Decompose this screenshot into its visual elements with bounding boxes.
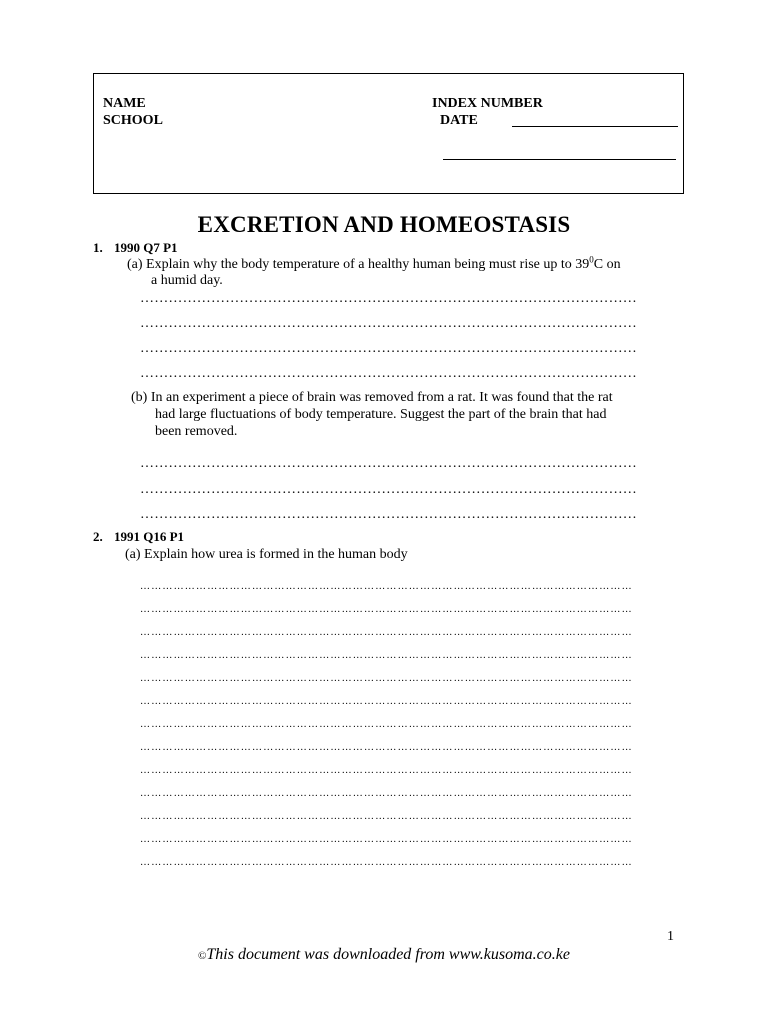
answer-line[interactable]: …………………………………………………………………………………………… [140, 507, 637, 522]
answer-line[interactable]: …………………………………………………………………………………………………………………… [140, 857, 633, 868]
date-label: DATE [440, 113, 478, 128]
degree-superscript: 0 [589, 254, 594, 265]
answer-line[interactable]: …………………………………………………………………………………………………………………… [140, 650, 633, 661]
answer-line[interactable]: …………………………………………………………………………………………………………………… [140, 811, 633, 822]
question-1a-text-cont: a humid day. [151, 273, 223, 288]
answer-line[interactable]: …………………………………………………………………………………………………………………… [140, 834, 633, 845]
answer-line[interactable]: …………………………………………………………………………………………… [140, 316, 637, 331]
answer-line[interactable]: …………………………………………………………………………………………………………………… [140, 788, 633, 799]
download-footer [0, 945, 768, 966]
answer-line[interactable]: …………………………………………………………………………………………………………………… [140, 765, 633, 776]
question-1b-text: (b) In an experiment a piece of brain was removed from a rat. It was found that the rat [131, 390, 613, 405]
answer-line[interactable]: …………………………………………………………………………………………………………………… [140, 742, 633, 753]
answer-line[interactable]: …………………………………………………………………………………………… [140, 482, 637, 497]
question-1-number: 1. [93, 240, 103, 255]
date-field-line[interactable] [512, 126, 678, 127]
page-number: 1 [667, 929, 674, 944]
name-label: NAME [103, 96, 146, 111]
answer-line[interactable]: …………………………………………………………………………………………………………………… [140, 673, 633, 684]
footer-text: This document was downloaded from www.kusoma.co.ke [206, 946, 570, 963]
answer-line[interactable]: …………………………………………………………………………………………………………………… [140, 627, 633, 638]
question-2a-text: (a) Explain how urea is formed in the human body [125, 547, 408, 562]
answer-line[interactable]: …………………………………………………………………………………………………………………… [140, 696, 633, 707]
question-1a-text: (a) Explain why the body temperature of a healthy human being must rise up to $39^0C$ on [127, 254, 621, 272]
question-1-ref: 1990 Q7 P1 [114, 240, 178, 255]
answer-line[interactable]: …………………………………………………………………………………………… [140, 291, 637, 306]
question-1b-text-cont: been removed. [155, 424, 238, 439]
answer-line[interactable]: …………………………………………………………………………………………… [140, 366, 637, 381]
answer-line[interactable]: …………………………………………………………………………………………………………………… [140, 604, 633, 615]
page-title: EXCRETION AND HOMEOSTASIS [197, 212, 571, 237]
school-label: SCHOOL [103, 113, 163, 128]
answer-line[interactable]: …………………………………………………………………………………………… [140, 341, 637, 356]
copyright-symbol: © [198, 950, 207, 962]
question-1b-text-cont: had large fluctuations of body temperature. Suggest the part of the brain that had [155, 407, 607, 422]
answer-line[interactable]: …………………………………………………………………………………………………………………… [140, 719, 633, 730]
question-2-number: 2. [93, 529, 103, 544]
answer-line[interactable]: …………………………………………………………………………………………… [140, 456, 637, 471]
signature-field-line[interactable] [443, 159, 676, 160]
answer-line[interactable]: …………………………………………………………………………………………………………………… [140, 581, 633, 592]
question-2-ref: 1991 Q16 P1 [114, 529, 185, 544]
index-number-label: INDEX NUMBER [432, 96, 543, 111]
student-details-box [93, 73, 684, 194]
